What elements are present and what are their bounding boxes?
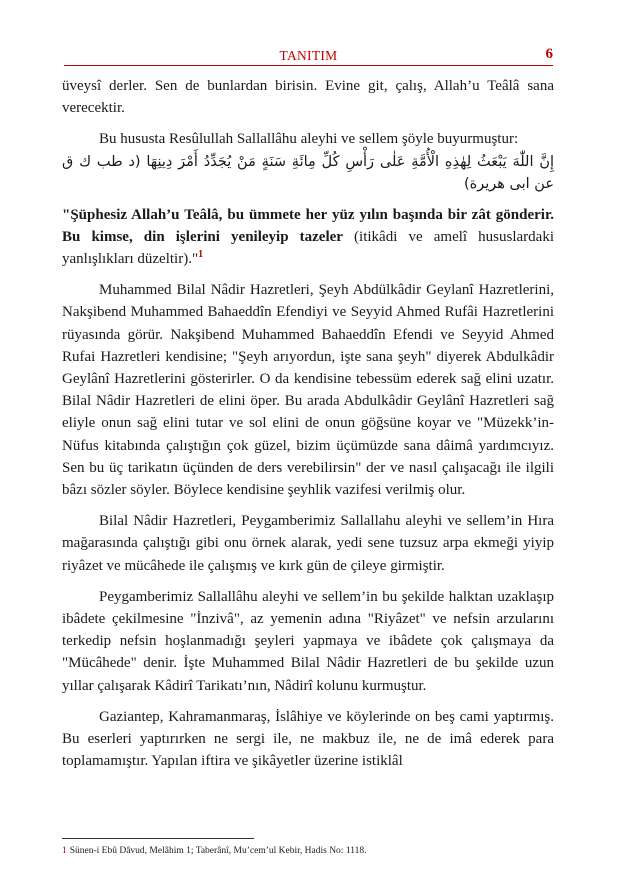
paragraph-continued: üveysî derler. Sen de bunlardan birisin. Evine git, çalış, Allah’u Teâlâ sana verecektir. — [62, 78, 554, 117]
header-rule — [64, 65, 553, 66]
running-header — [64, 46, 553, 64]
paragraph-hadith-intro: Bu hususta Resûlullah Sallallâhu aleyhi ve sellem şöyle buyurmuştur: — [99, 131, 519, 148]
footnote — [62, 845, 554, 857]
footnote-number: 1 — [62, 846, 67, 856]
arabic-hadith: إِنَّ اللّٰهَ يَبْعَثُ لِهٰذِهِ الْأُمَّةِ عَلٰى رَأْسِ كُلِّ مِائَةِ سَنَةٍ مَنْ يُجَدِّدُ أَمْرَ دِينِهَا (د طب ك ق عن ابى هريرة) — [62, 153, 554, 192]
paragraph-riyazet: Bilal Nâdir Hazretleri, Peygamberimiz Sallallahu aleyhi ve sellem’in Hıra mağarasında çalıştığı gibi onu örnek alarak, yedi sene tuzsuz arpa ekmeği yiyip riyâzet ve mücâhede ile çalışmış ve kırk gün de çileye girmiştir. — [62, 513, 554, 574]
page-body — [62, 75, 554, 772]
paragraph-dream: Muhammed Bilal Nâdir Hazretleri, Şeyh Abdülkâdir Geylanî Hazretlerini, Nakşibend Muhammed Bahaeddîn Efendiyi ve Seyyid Ahmed Rufâi Hazretlerini rüyasında görür. Nakşibend Muhammed Bahaeddîn Efendi ve Seyyid Ahmed Rufai Hazretleri kendisine; "Şeyh arıyordun, işte sana şeyh" diyerek Abdulkâdir Geylânî Hazretlerini gösterirler. O da kendisine tebessüm ederek sağ elini uzatır. Bilal Nâdir Hazretleri de elini öper. Bu arada Abdulkâdir Geylânî Hazretleri sağ eliyle onun sağ elini tutar ve sol elini de onun göğsüne koyar ve "Müzekk’in-Nüfus kitabında çalıştığın çok güzel, bizim üçümüzde sana dâimâ yardımcıyız. Sen bu üç tarikatın üçünden de ders verebilirsin" der ve nasıl çalışacağı ile ilgili bâzı sözler söyler. Böylece kendisine şeyhlik vazifesi verilmiş olur. — [62, 282, 554, 499]
footnote-rule — [62, 838, 254, 839]
paragraph-mosques: Gaziantep, Kahramanmaraş, İslâhiye ve köylerinde on beş cami yaptırmış. Bu eserleri yaptırırken ne sergi ile, ne makbuz ile, ne de imâ ederek para toplamamıştır. Yapılan iftira ve şikâyetler üzerine istiklâl — [62, 708, 554, 770]
hadith-translation — [62, 204, 554, 271]
paragraph-inziva: Peygamberimiz Sallallâhu aleyhi ve sellem’in bu şekilde halktan uzaklaşıp ibâdete çekilmesine "İnzivâ", az yemenin adına "Riyâzet" ve nefsin arzularını terkedip nefsin hoşlanmadığı şeyleri yapmaya ve ibâdete çok çalışmaya da "Mücâhede" denir. İşte Muhammed Bilal Nâdir Hazretleri de bu şekilde uzun yıllar çalışarak Kâdirî Tarikatı’nın, Nâdirî kolunu kurmuştur. — [62, 588, 554, 694]
page-number: 6 — [545, 46, 553, 62]
header-title: TANITIM — [279, 48, 338, 63]
hadith-translation-bold: "Şüphesiz Allah’u Teâlâ, bu ümmete her yüz yılın başında bir zât gönderir. Bu kimse, din işlerini yenileyip tazeler — [62, 206, 554, 245]
footnote-ref[interactable]: 1 — [198, 249, 204, 261]
hadith-translation-note: (itikâdi ve amelî hususlardaki yanlışlıkları düzeltir)." — [62, 228, 554, 268]
footnote-text: Sünen-i Ebû Dâvud, Melâhim 1; Taberânî, Mu’cem’ul Kebir, Hadis No: 1118. — [69, 846, 367, 856]
